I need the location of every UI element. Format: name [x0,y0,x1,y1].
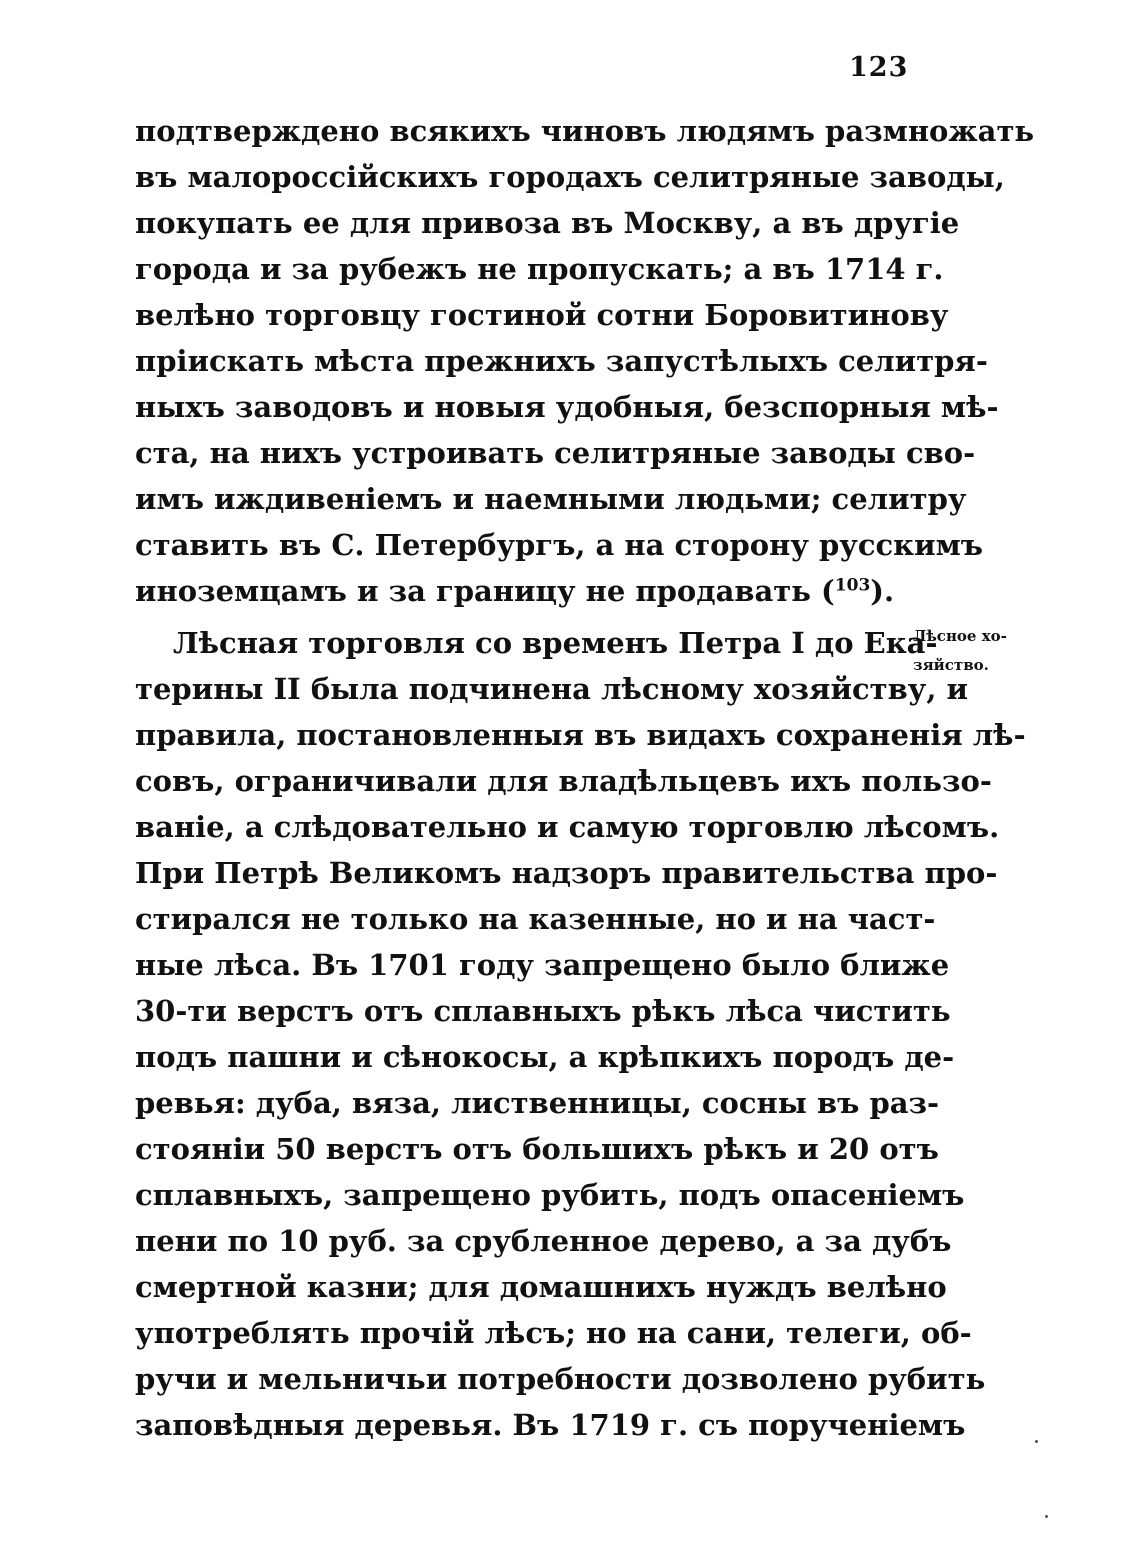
text-line: ста, на нихъ устроивать селитряные заводы сво- [135,436,976,470]
text-line: правила, постановленныя въ видахъ сохраненія лѣ- [135,718,1026,752]
text-line: стояніи 50 верстъ отъ большихъ рѣкъ и 20 отъ [135,1132,939,1166]
text-line: сплавныхъ, запрещено рубить, подъ опасеніемъ [135,1178,965,1212]
margin-note [913,622,1023,680]
text-line: ревья: дуба, вяза, лиственницы, сосны въ раз- [135,1086,940,1120]
text-line: 30-ти верстъ отъ сплавныхъ рѣкъ лѣса чистить [135,994,951,1028]
text-line: пени по 10 руб. за срубленное дерево, а за дубъ [135,1224,952,1258]
page-number: 123 [849,52,909,83]
text-line: ставить въ С. Петербургъ, а на сторону русскимъ [135,528,984,562]
text-fragment: иноземцамъ и за границу не продавать ( [135,574,835,608]
text-line: въ малороссійскихъ городахъ селитряные заводы, [135,160,1005,194]
text-line-last [135,568,897,614]
paragraph-first-line: Лѣсная торговля со временъ Петра I до Ека- [173,626,938,660]
scan-speck [1035,1440,1038,1443]
text-line: имъ иждивеніемъ и наемными людьми; селитру [135,482,967,516]
text-line: подтверждено всякихъ чиновъ людямъ размножать [135,114,1035,148]
text-line: совъ, ограничивали для владѣльцевъ ихъ пользо- [135,764,992,798]
text-line: пріискать мѣста прежнихъ запустѣлыхъ селитря- [135,344,988,378]
text-line: ные лѣса. Въ 1701 году запрещено было ближе [135,948,950,982]
scan-speck [1045,1515,1048,1518]
text-line: смертной казни; для домашнихъ нуждъ велѣно [135,1270,947,1304]
text-line: ручи и мельничьи потребности дозволено рубить [135,1362,986,1396]
text-line: города и за рубежъ не пропускать; а въ 1714 г. [135,252,944,286]
footnote-reference[interactable]: 103 [834,575,871,596]
margin-note-line: зяйство. [913,656,989,674]
text-line: заповѣдныя деревья. Въ 1719 г. съ порученіемъ [135,1408,966,1442]
text-line: велѣно торговцу гостиной сотни Боровитинову [135,298,949,332]
text-line: подъ пашни и сѣнокосы, а крѣпкихъ породъ де- [135,1040,955,1074]
text-line: покупать ее для привоза въ Москву, а въ другіе [135,206,960,240]
text-line: ныхъ заводовъ и новыя удобныя, безспорныя мѣ- [135,390,999,424]
text-line: При Петрѣ Великомъ надзоръ правительства про- [135,856,998,890]
text-line: ваніе, а слѣдовательно и самую торговлю лѣсомъ. [135,810,1000,844]
text-line: употреблять прочій лѣсъ; но на сани, телеги, об- [135,1316,972,1350]
margin-note-line: Лѣсное хо- [913,627,1007,645]
text-fragment: ). [870,574,895,608]
text-line: стирался не только на казенные, но и на част- [135,902,936,936]
text-line: терины II была подчинена лѣсному хозяйству, и [135,672,969,706]
